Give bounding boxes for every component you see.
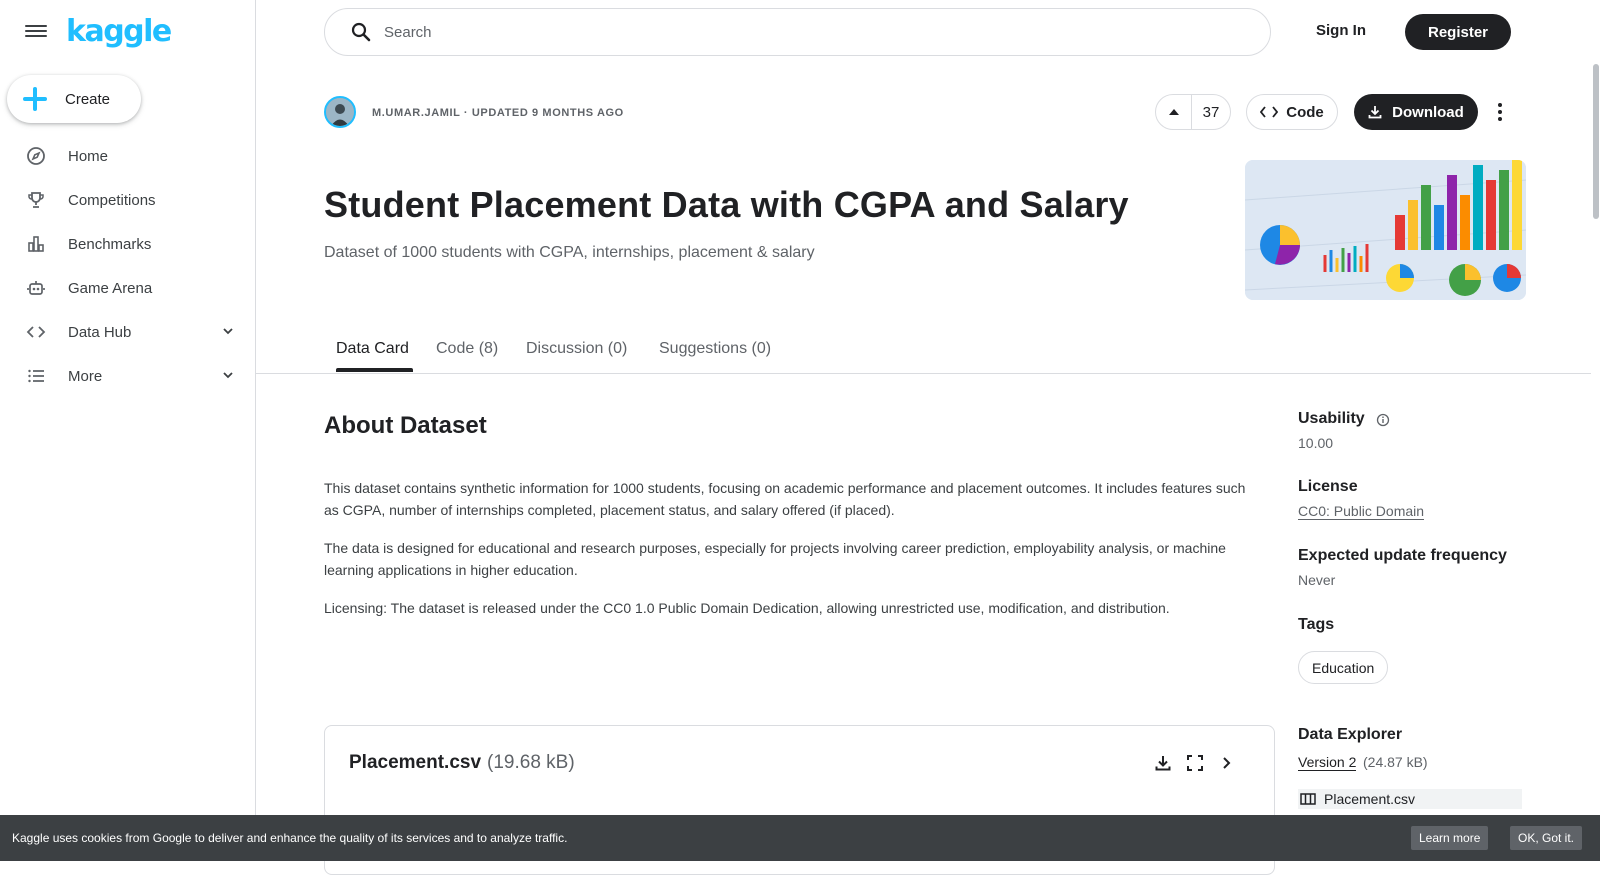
sidebar-nav	[0, 134, 256, 398]
tab-data-card[interactable]: Data Card	[336, 340, 409, 357]
list-icon	[26, 366, 46, 386]
create-button[interactable]	[7, 75, 141, 123]
bar-chart-icon	[26, 234, 46, 254]
search-icon	[350, 21, 372, 43]
fullscreen-icon[interactable]	[1184, 752, 1206, 774]
sidebar-item-label: Benchmarks	[68, 235, 152, 253]
file-name: Placement.csv (19.68 kB)	[349, 752, 575, 773]
dataset-meta: M.UMAR.JAMIL · UPDATED 9 MONTHS AGO	[372, 107, 624, 119]
tab-code[interactable]: Code (8)	[436, 340, 499, 357]
sidebar-item-data-hub[interactable]	[0, 310, 256, 354]
page-subtitle: Dataset of 1000 students with CGPA, internships, placement & salary	[324, 244, 815, 261]
register-button[interactable]: Register	[1405, 14, 1511, 50]
license-label: License	[1298, 478, 1358, 495]
license-link[interactable]: CC0: Public Domain	[1298, 503, 1425, 519]
menu-icon[interactable]	[25, 22, 47, 40]
sidebar-item-label: Data Hub	[68, 323, 132, 341]
create-label: Create	[65, 90, 111, 108]
update-frequency-label: Expected update frequency	[1298, 547, 1507, 564]
learn-more-button[interactable]: Learn more	[1411, 826, 1488, 850]
explorer-file-item[interactable]	[1298, 789, 1522, 809]
upvote-count: 37	[1202, 103, 1220, 121]
more-options-icon[interactable]	[1492, 98, 1508, 126]
ok-got-it-button[interactable]: OK, Got it.	[1510, 826, 1582, 850]
kaggle-logo[interactable]: kaggle	[66, 14, 171, 49]
data-explorer-label: Data Explorer	[1298, 726, 1403, 743]
sidebar-item-competitions[interactable]	[0, 178, 256, 222]
search-bar[interactable]	[324, 8, 1271, 56]
tab-bar	[256, 330, 1591, 374]
triangle-up-icon	[1168, 107, 1180, 117]
compass-icon	[26, 146, 46, 166]
info-icon[interactable]	[1376, 413, 1390, 427]
upvote-widget	[1155, 94, 1231, 130]
scrollbar-thumb[interactable]	[1593, 64, 1599, 219]
explorer-file-name: Placement.csv	[1324, 791, 1416, 807]
dataset-cover-image	[1245, 160, 1526, 300]
tab-discussion[interactable]: Discussion (0)	[526, 340, 628, 357]
sidebar-item-game-arena[interactable]	[0, 266, 256, 310]
download-button-label: Download	[1392, 103, 1464, 121]
tag-chip[interactable]: Education	[1298, 651, 1388, 684]
version-size: (24.87 kB)	[1363, 754, 1428, 770]
sign-in-button[interactable]: Sign In	[1316, 22, 1366, 39]
version-link[interactable]: Version 2	[1298, 754, 1357, 770]
plus-icon	[23, 87, 47, 111]
page-title: Student Placement Data with CGPA and Salary	[324, 184, 1129, 225]
code-brackets-icon	[1260, 105, 1278, 119]
sidebar-item-label: More	[68, 367, 103, 385]
sidebar-item-more[interactable]	[0, 354, 256, 398]
table-icon	[1300, 793, 1316, 805]
sidebar-item-label: Home	[68, 147, 109, 165]
robot-icon	[26, 278, 46, 298]
download-icon	[1368, 105, 1382, 119]
sidebar-item-home[interactable]	[0, 134, 256, 178]
about-paragraph: The data is designed for educational and research purposes, especially for projects involving career prediction, employability analysis, or machine learning applications in higher education.	[324, 540, 1226, 578]
about-paragraph: This dataset contains synthetic information for 1000 students, focusing on academic performance and placement outcomes. It includes features such as CGPA, number of internships completed, placement status, and salary offered (if placed).	[324, 480, 1246, 518]
chevron-right-icon[interactable]	[1215, 752, 1237, 774]
upvote-button[interactable]	[1156, 95, 1192, 129]
sidebar	[0, 0, 256, 861]
active-tab-indicator	[336, 368, 413, 372]
file-size: (19.68 kB)	[487, 752, 575, 773]
search-input[interactable]	[384, 24, 1184, 41]
tags-label: Tags	[1298, 616, 1335, 633]
chevron-down-icon[interactable]	[222, 369, 234, 381]
code-button[interactable]	[1246, 94, 1338, 130]
sidebar-item-label: Competitions	[68, 191, 156, 209]
about-paragraph: Licensing: The dataset is released under the CC0 1.0 Public Domain Dedication, allowing unrestricted use, modification, and distribution.	[324, 600, 1170, 616]
sidebar-item-label: Game Arena	[68, 279, 153, 297]
usability-value: 10.00	[1298, 435, 1334, 451]
chevron-down-icon[interactable]	[222, 325, 234, 337]
usability-label: Usability	[1298, 410, 1365, 427]
download-button[interactable]	[1354, 94, 1478, 130]
about-heading: About Dataset	[324, 412, 487, 439]
code-button-label: Code	[1286, 103, 1324, 121]
download-icon[interactable]	[1152, 752, 1174, 774]
trophy-icon	[26, 190, 46, 210]
tab-suggestions[interactable]: Suggestions (0)	[659, 340, 772, 357]
cookie-banner	[0, 815, 1600, 861]
cookie-text: Kaggle uses cookies from Google to deliver and enhance the quality of its services and to analyze traffic.	[12, 831, 568, 845]
code-brackets-icon	[26, 322, 46, 342]
scrollbar[interactable]	[1591, 0, 1600, 815]
sidebar-item-benchmarks[interactable]	[0, 222, 256, 266]
update-frequency-value: Never	[1298, 572, 1336, 588]
avatar[interactable]	[324, 96, 356, 128]
